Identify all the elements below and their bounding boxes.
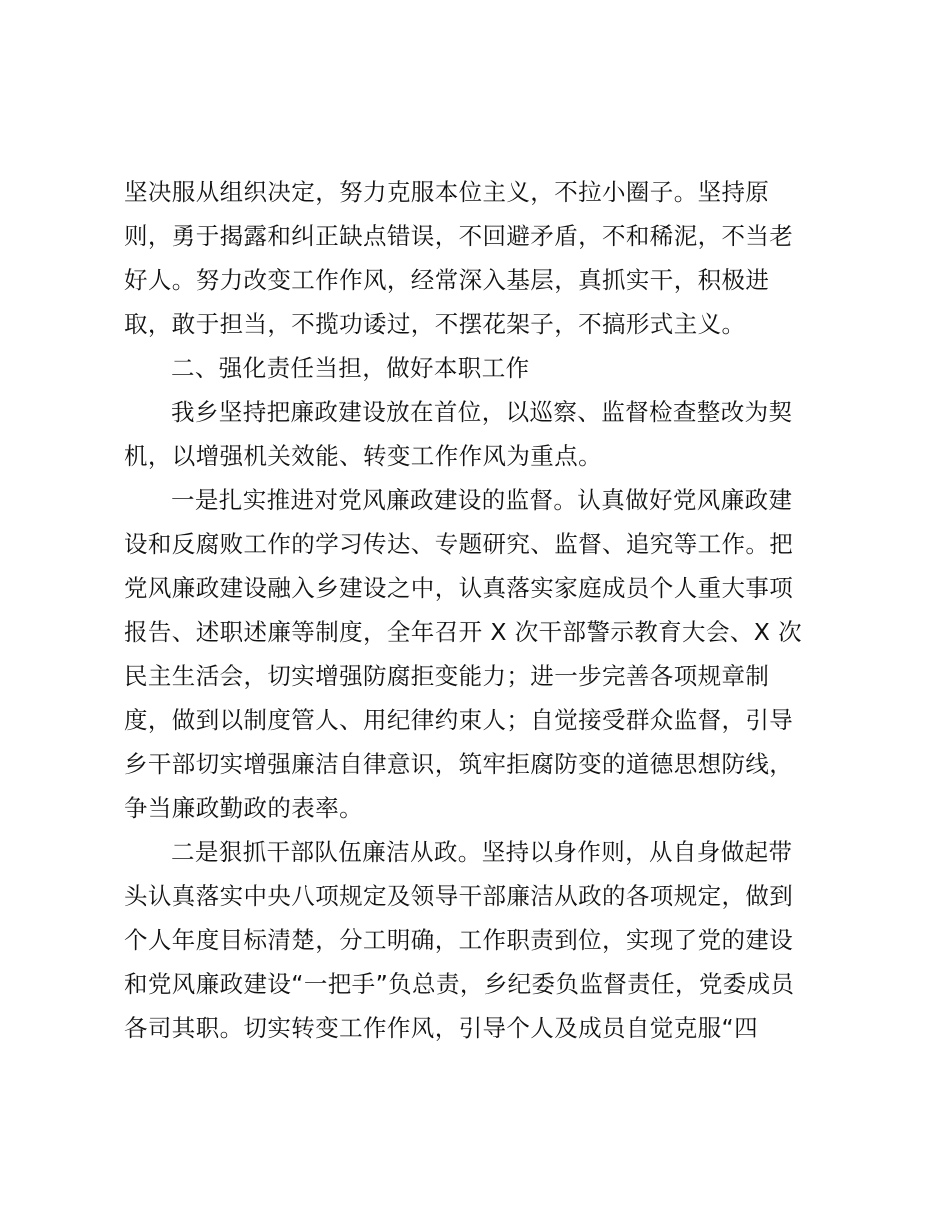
document-body (124, 170, 824, 1050)
section-heading (124, 346, 824, 390)
text-line: 设和反腐败工作的学习传达、专题研究、监督、追究等工作。把 (124, 530, 794, 558)
paragraph (124, 478, 824, 830)
text-line: 机，以增强机关效能、转变工作作风为重点。 (124, 442, 602, 470)
text-line: 党风廉政建设融入乡建设之中，认真落实家庭成员个人重大事项 (124, 574, 794, 602)
text-line: 我乡坚持把廉政建设放在首位，以巡察、监督检查整改为契 (171, 398, 793, 426)
text-line: 和党风廉政建设“一把手”负总责，乡纪委负监督责任，党委成员 (124, 970, 795, 998)
text-line: 坚决服从组织决定，努力克服本位主义，不拉小圈子。坚持原 (124, 178, 770, 206)
text-line: 度，做到以制度管人、用纪律约束人；自觉接受群众监督，引导 (124, 706, 794, 734)
paragraph (124, 390, 824, 478)
paragraph (124, 830, 824, 1050)
paragraph-continuation (124, 170, 824, 346)
section-heading-text: 二、强化责任当担，做好本职工作 (171, 354, 530, 382)
text-line: 争当廉政勤政的表率。 (124, 794, 363, 822)
text-line: 取，敢于担当，不揽功诿过，不摆花架子，不搞形式主义。 (124, 310, 746, 338)
text-line: 民主生活会，切实增强防腐拒变能力；进一步完善各项规章制 (124, 662, 770, 690)
text-line: 一是扎实推进对党风廉政建设的监督。认真做好党风廉政建 (171, 486, 793, 514)
text-line: 头认真落实中央八项规定及领导干部廉洁从政的各项规定，做到 (124, 882, 794, 910)
text-line: 二是狠抓干部队伍廉洁从政。坚持以身作则，从自身做起带 (171, 838, 793, 866)
text-line: 各司其职。切实转变工作作风，引导个人及成员自觉克服“四 (124, 1014, 758, 1042)
text-line: 报告、述职述廉等制度，全年召开 X 次干部警示教育大会、X 次 (124, 618, 803, 646)
text-line: 个人年度目标清楚，分工明确，工作职责到位，实现了党的建设 (124, 926, 794, 954)
text-line: 乡干部切实增强廉洁自律意识，筑牢拒腐防变的道德思想防线， (124, 750, 794, 778)
text-line: 则，勇于揭露和纠正缺点错误，不回避矛盾，不和稀泥，不当老 (124, 222, 794, 250)
text-line: 好人。努力改变工作作风，经常深入基层，真抓实干，积极进 (124, 266, 770, 294)
